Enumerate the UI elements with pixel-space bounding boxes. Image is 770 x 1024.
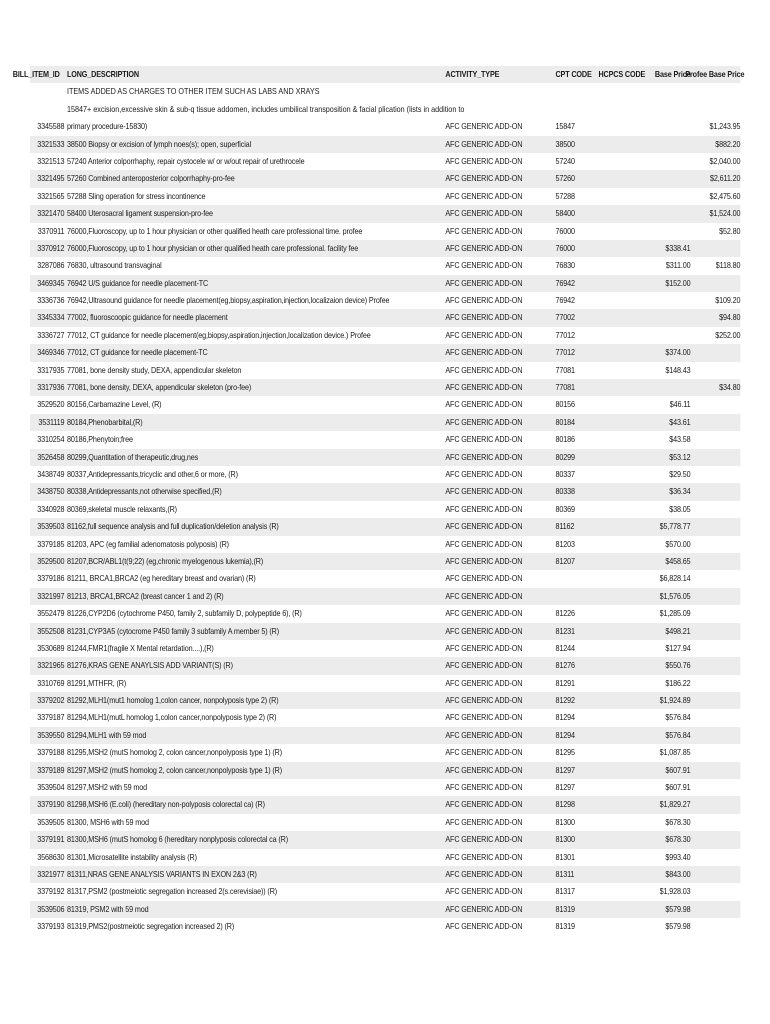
bill-item-id-cell: 3379186 (37, 573, 65, 584)
table-note: 15847+ excision,excessive skin & sub-q tissue addomen, includes umbilical transposition & facial plication (lists in addition to (66, 103, 465, 114)
base-price-cell: $678.30 (665, 834, 691, 845)
description-cell: 81311,NRAS GENE ANALYSIS VARIANTS IN EXON 2&3 (R) (66, 868, 257, 879)
activity-type-cell: AFC GENERIC ADD-ON (445, 660, 523, 671)
description-cell: 81298,MSH6 (E.coli) (hereditary non-polyposis colorectal ca) (R) (66, 799, 265, 810)
table-row (30, 605, 740, 622)
description-cell: 81300,MSH6 (mutS homolog 6 (hereditary nonplyposis colorectal ca (R) (66, 834, 288, 845)
table-row (30, 588, 740, 605)
table-row (30, 796, 740, 813)
activity-type-cell: AFC GENERIC ADD-ON (445, 260, 523, 271)
activity-type-cell: AFC GENERIC ADD-ON (445, 573, 523, 584)
cpt-code-cell: 77012 (555, 329, 575, 340)
description-cell: 81162,full sequence analysis and full duplication/deletion analysis (R) (66, 521, 279, 532)
activity-type-cell: AFC GENERIC ADD-ON (445, 399, 523, 410)
activity-type-cell: AFC GENERIC ADD-ON (445, 416, 523, 427)
cpt-code-cell: 76000 (555, 242, 575, 253)
table-note-row (30, 101, 740, 118)
bill-item-id-cell: 3552479 (37, 608, 65, 619)
cpt-code-cell: 76830 (555, 260, 575, 271)
activity-type-cell: AFC GENERIC ADD-ON (445, 590, 523, 601)
bill-item-id-cell: 3310254 (37, 434, 65, 445)
table-row (30, 918, 740, 935)
base-price-cell: $374.00 (665, 347, 691, 358)
cpt-code-cell: 81317 (555, 886, 575, 897)
base-price-cell: $1,924.89 (659, 695, 691, 706)
base-price-cell: $148.43 (665, 364, 691, 375)
bill-item-id-cell: 3539503 (37, 521, 65, 532)
description-cell: 76000,Fluoroscopy, up to 1 hour physician or other qualified heath care professional. facility fee (66, 242, 359, 253)
bill-item-id-cell: 3552508 (37, 625, 65, 636)
cpt-code-cell: 81319 (555, 921, 575, 932)
table-row (30, 136, 740, 153)
base-price-cell: $579.98 (665, 903, 691, 914)
table-row (30, 536, 740, 553)
profee-base-price-cell: $2,040.00 (709, 155, 741, 166)
cpt-code-cell: 81295 (555, 747, 575, 758)
table-row (30, 883, 740, 900)
table-row (30, 675, 740, 692)
description-cell: 81207,BCR/ABL1(t(9;22) (eg,chronic myelogenous lukemia),(R) (66, 555, 264, 566)
bill-item-id-cell: 3321495 (37, 173, 65, 184)
bill-item-id-cell: 3321965 (37, 660, 65, 671)
base-price-cell: $1,087.85 (659, 747, 691, 758)
description-cell: 81319,PMS2(postmeiotic segregation increased 2) (R) (66, 921, 235, 932)
table-row (30, 657, 740, 674)
cpt-code-cell: 15847 (555, 121, 575, 132)
base-price-cell: $1,285.09 (659, 608, 691, 619)
activity-type-cell: AFC GENERIC ADD-ON (445, 295, 523, 306)
activity-type-cell: AFC GENERIC ADD-ON (445, 538, 523, 549)
bill-item-id-cell: 3379191 (37, 834, 65, 845)
bill-item-id-cell: 3379188 (37, 747, 65, 758)
table-row (30, 779, 740, 796)
cpt-code-cell: 81203 (555, 538, 575, 549)
cpt-code-cell: 81297 (555, 782, 575, 793)
profee-base-price-cell: $252.00 (715, 329, 741, 340)
description-cell: 80184,Phenobarbital,(R) (66, 416, 143, 427)
table-row (30, 396, 740, 413)
activity-type-cell: AFC GENERIC ADD-ON (445, 277, 523, 288)
cpt-code-cell: 81297 (555, 764, 575, 775)
description-cell: 80337,Antidepressants,tricyclic and other,6 or more, (R) (66, 468, 238, 479)
activity-type-cell: AFC GENERIC ADD-ON (445, 486, 523, 497)
base-price-cell: $570.00 (665, 538, 691, 549)
bill-item-id-cell: 3321977 (37, 868, 65, 879)
table-row (30, 762, 740, 779)
cpt-code-cell: 81298 (555, 799, 575, 810)
table-row (30, 344, 740, 361)
table-row (30, 170, 740, 187)
activity-type-cell: AFC GENERIC ADD-ON (445, 868, 523, 879)
activity-type-cell: AFC GENERIC ADD-ON (445, 555, 523, 566)
base-price-cell: $607.91 (665, 782, 691, 793)
bill-item-id-cell: 3568630 (37, 851, 65, 862)
bill-item-id-cell: 3529520 (37, 399, 65, 410)
table-row (30, 466, 740, 483)
base-price-cell: $576.84 (665, 729, 691, 740)
cpt-code-cell: 76942 (555, 277, 575, 288)
cpt-code-cell: 81276 (555, 660, 575, 671)
profee-base-price-cell: $1,243.95 (709, 121, 741, 132)
bill-item-id-cell: 3345334 (37, 312, 65, 323)
activity-type-cell: AFC GENERIC ADD-ON (445, 799, 523, 810)
activity-type-cell: AFC GENERIC ADD-ON (445, 903, 523, 914)
table-row (30, 292, 740, 309)
description-cell: 76000,Fluoroscopy, up to 1 hour physician or other qualified heath care professional time. profee (66, 225, 363, 236)
table-row (30, 640, 740, 657)
activity-type-cell: AFC GENERIC ADD-ON (445, 121, 523, 132)
table-row (30, 518, 740, 535)
table-row (30, 553, 740, 570)
cpt-code-cell: 77002 (555, 312, 575, 323)
activity-type-cell: AFC GENERIC ADD-ON (445, 695, 523, 706)
description-cell: 81291,MTHFR, (R) (66, 677, 127, 688)
bill-item-id-cell: 3438750 (37, 486, 65, 497)
profee-base-price-cell: $2,611.20 (710, 173, 741, 184)
base-price-cell: $843.00 (665, 868, 691, 879)
cpt-code-cell: 81231 (555, 625, 575, 636)
header-long-description: LONG_DESCRIPTION (66, 69, 139, 79)
table-row (30, 240, 740, 257)
base-price-cell: $1,576.05 (659, 590, 691, 601)
base-price-cell: $1,829.27 (659, 799, 691, 810)
bill-item-id-cell: 3340928 (37, 503, 65, 514)
base-price-cell: $550.76 (665, 660, 691, 671)
bill-item-id-cell: 3379187 (37, 712, 65, 723)
bill-item-id-cell: 3529500 (37, 555, 65, 566)
header-activity-type: ACTIVITY_TYPE (445, 69, 500, 79)
cpt-code-cell: 57288 (555, 190, 575, 201)
description-cell: 81297,MSH2 with 59 mod (66, 782, 148, 793)
activity-type-cell: AFC GENERIC ADD-ON (445, 468, 523, 479)
table-row (30, 118, 740, 135)
description-cell: 77002, fluoroscoopic guidance for needle placement (66, 312, 228, 323)
profee-base-price-cell: $882.20 (715, 138, 741, 149)
table-row (30, 257, 740, 274)
cpt-code-cell: 81300 (555, 834, 575, 845)
bill-item-id-cell: 3379202 (37, 695, 65, 706)
table-note-row (30, 83, 740, 100)
activity-type-cell: AFC GENERIC ADD-ON (445, 608, 523, 619)
table-row (30, 814, 740, 831)
activity-type-cell: AFC GENERIC ADD-ON (445, 921, 523, 932)
description-cell: 57260 Combined anteroposterior colporrhaphy-pro-fee (66, 173, 235, 184)
description-cell: 81292,MLH1(mut1 homolog 1,colon cancer, nonpolyposis type 2) (R) (66, 695, 279, 706)
activity-type-cell: AFC GENERIC ADD-ON (445, 886, 523, 897)
bill-item-id-cell: 3345588 (37, 121, 65, 132)
bill-item-id-cell: 3469346 (37, 347, 65, 358)
table-row (30, 866, 740, 883)
table-row (30, 483, 740, 500)
cpt-code-cell: 80186 (555, 434, 575, 445)
cpt-code-cell: 77081 (555, 364, 575, 375)
cpt-code-cell: 80184 (555, 416, 575, 427)
description-cell: 81295,MSH2 (mutS homolog 2, colon cancer,nonpolyposis type 1) (R) (66, 747, 282, 758)
cpt-code-cell: 38500 (555, 138, 575, 149)
table-row (30, 379, 740, 396)
cpt-code-cell: 81162 (555, 521, 575, 532)
bill-item-id-cell: 3321565 (37, 190, 65, 201)
base-price-cell: $127.94 (665, 642, 691, 653)
bill-item-id-cell: 3539505 (37, 816, 65, 827)
base-price-cell: $152.00 (665, 277, 691, 288)
profee-base-price-cell: $118.80 (715, 260, 741, 271)
cpt-code-cell: 80338 (555, 486, 575, 497)
base-price-cell: $46.11 (669, 399, 691, 410)
base-price-cell: $607.91 (665, 764, 691, 775)
activity-type-cell: AFC GENERIC ADD-ON (445, 364, 523, 375)
activity-type-cell: AFC GENERIC ADD-ON (445, 138, 523, 149)
bill-item-id-cell: 3379185 (37, 538, 65, 549)
description-cell: 76942,Ultrasound guidance for needle placement(eg,biopsy,aspiration,injection,localizaion device) Profee (66, 295, 390, 306)
bill-item-id-cell: 3321513 (37, 155, 65, 166)
cpt-code-cell: 81300 (555, 816, 575, 827)
base-price-cell: $338.41 (665, 242, 691, 253)
table-row (30, 744, 740, 761)
description-cell: 57288 Sling operation for stress incontinence (66, 190, 206, 201)
activity-type-cell: AFC GENERIC ADD-ON (445, 225, 523, 236)
activity-type-cell: AFC GENERIC ADD-ON (445, 347, 523, 358)
table-row (30, 623, 740, 640)
activity-type-cell: AFC GENERIC ADD-ON (445, 155, 523, 166)
base-price-cell: $579.98 (665, 921, 691, 932)
cpt-code-cell: 81291 (555, 677, 575, 688)
base-price-cell: $43.58 (669, 434, 691, 445)
activity-type-cell: AFC GENERIC ADD-ON (445, 764, 523, 775)
activity-type-cell: AFC GENERIC ADD-ON (445, 816, 523, 827)
bill-item-id-cell: 3370912 (37, 242, 65, 253)
bill-item-id-cell: 3336736 (37, 295, 65, 306)
activity-type-cell: AFC GENERIC ADD-ON (445, 173, 523, 184)
description-cell: 80369,skeletal muscle relaxants,(R) (66, 503, 177, 514)
base-price-cell: $5,778.77 (659, 521, 691, 532)
description-cell: 81297,MSH2 (mutS homolog 2, colon cancer,nonpolyposis type 1) (R) (66, 764, 282, 775)
table-row (30, 831, 740, 848)
charge-table (12, 66, 745, 936)
cpt-code-cell: 81294 (555, 729, 575, 740)
activity-type-cell: AFC GENERIC ADD-ON (445, 782, 523, 793)
bill-item-id-cell: 3310769 (37, 677, 65, 688)
table-row (30, 153, 740, 170)
description-cell: 58400 Uterosacral ligament suspension-pro-fee (66, 208, 213, 219)
cpt-code-cell: 76942 (555, 295, 575, 306)
description-cell: 81301,Microsatellite instability analysis (R) (66, 851, 197, 862)
bill-item-id-cell: 3469345 (37, 277, 65, 288)
description-cell: 77012, CT guidance for needle placement-TC (66, 347, 208, 358)
bill-item-id-cell: 3539506 (37, 903, 65, 914)
description-cell: 81213, BRCA1,BRCA2 (breast cancer 1 and 2) (R) (66, 590, 224, 601)
profee-base-price-cell: $2,475.60 (709, 190, 741, 201)
header-base-price: Base Price (654, 69, 691, 79)
activity-type-cell: AFC GENERIC ADD-ON (445, 521, 523, 532)
table-row (30, 901, 740, 918)
description-cell: 57240 Anterior colporrhaphy, repair cystocele w/ or w/out repair of urethrocele (66, 155, 305, 166)
bill-item-id-cell: 3531119 (38, 416, 65, 427)
bill-item-id-cell: 3321533 (37, 138, 65, 149)
activity-type-cell: AFC GENERIC ADD-ON (445, 712, 523, 723)
description-cell: 80299,Quantitation of therapeutic,drug,nes (66, 451, 199, 462)
description-cell: 38500 Biopsy or excision of lymph noes(s); open, superficial (66, 138, 252, 149)
table-row (30, 414, 740, 431)
bill-item-id-cell: 3379190 (37, 799, 65, 810)
activity-type-cell: AFC GENERIC ADD-ON (445, 503, 523, 514)
activity-type-cell: AFC GENERIC ADD-ON (445, 329, 523, 340)
table-row (30, 327, 740, 344)
base-price-cell: $29.50 (669, 468, 691, 479)
activity-type-cell: AFC GENERIC ADD-ON (445, 451, 523, 462)
bill-item-id-cell: 3379192 (37, 886, 65, 897)
bill-item-id-cell: 3539504 (37, 782, 65, 793)
activity-type-cell: AFC GENERIC ADD-ON (445, 625, 523, 636)
cpt-code-cell: 81311 (555, 868, 575, 879)
cpt-code-cell: 81294 (555, 712, 575, 723)
description-cell: 81226,CYP2D6 (cytochrome P450, family 2, subfamily D, polypeptide 6), (R) (66, 608, 302, 619)
table-row (30, 727, 740, 744)
cpt-code-cell: 81244 (555, 642, 575, 653)
description-cell: 81231,CYP3A5 (cytocrome P450 family 3 subfamily A member 5) (R) (66, 625, 280, 636)
cpt-code-cell: 80299 (555, 451, 575, 462)
cpt-code-cell: 81319 (555, 903, 575, 914)
base-price-cell: $576.84 (665, 712, 691, 723)
cpt-code-cell: 77081 (555, 382, 575, 393)
cpt-code-cell: 81292 (555, 695, 575, 706)
base-price-cell: $38.05 (669, 503, 691, 514)
base-price-cell: $53.12 (669, 451, 691, 462)
header-bill-item-id: BILL_ITEM_ID (12, 69, 60, 79)
description-cell: 77081, bone density, DEXA, appendicular skeleton (pro-fee) (66, 382, 252, 393)
description-cell: 81276,KRAS GENE ANAYLSIS ADD VARIANT(S) (R) (66, 660, 233, 671)
description-cell: primary procedure-15830) (66, 121, 148, 132)
profee-base-price-cell: $34.80 (719, 382, 741, 393)
header-cpt-code: CPT CODE (555, 69, 592, 79)
cpt-code-cell: 77012 (555, 347, 575, 358)
cpt-code-cell: 57240 (555, 155, 575, 166)
table-row (30, 849, 740, 866)
description-cell: 80338,Antidepressants,not otherwise specified,(R) (66, 486, 222, 497)
table-row (30, 709, 740, 726)
base-price-cell: $186.22 (665, 677, 691, 688)
cpt-code-cell: 80369 (555, 503, 575, 514)
cpt-code-cell: 80337 (555, 468, 575, 479)
bill-item-id-cell: 3379193 (37, 921, 65, 932)
description-cell: 81294,MLH1 with 59 mod (66, 729, 147, 740)
activity-type-cell: AFC GENERIC ADD-ON (445, 312, 523, 323)
table-row (30, 188, 740, 205)
table-header-row (12, 66, 745, 83)
description-cell: 76942 U/S guidance for needle placement-TC (66, 277, 209, 288)
base-price-cell: $993.40 (665, 851, 691, 862)
table-row (30, 275, 740, 292)
bill-item-id-cell: 3321997 (37, 590, 65, 601)
activity-type-cell: AFC GENERIC ADD-ON (445, 190, 523, 201)
base-price-cell: $43.61 (669, 416, 691, 427)
description-cell: 81317,PSM2 (postmeiotic segregation increased 2(s.cerevisiae)) (R) (66, 886, 278, 897)
table-row (30, 692, 740, 709)
bill-item-id-cell: 3370911 (37, 225, 65, 236)
activity-type-cell: AFC GENERIC ADD-ON (445, 851, 523, 862)
table-row (30, 362, 740, 379)
table-body (30, 118, 740, 935)
cpt-code-cell: 81207 (555, 555, 575, 566)
activity-type-cell: AFC GENERIC ADD-ON (445, 729, 523, 740)
description-cell: 76830, ultrasound transvaginal (66, 260, 162, 271)
description-cell: 77081, bone density study, DEXA, appendicular skeleton (66, 364, 242, 375)
table-row (30, 570, 740, 587)
table-row (30, 449, 740, 466)
description-cell: 81294,MLH1(mutL homolog 1,colon cancer,nonpolyposis type 2) (R) (66, 712, 277, 723)
bill-item-id-cell: 3530689 (37, 642, 65, 653)
base-price-cell: $678.30 (665, 816, 691, 827)
table-row (30, 431, 740, 448)
cpt-code-cell: 58400 (555, 208, 575, 219)
description-cell: 81319, PSM2 with 59 mod (66, 903, 149, 914)
base-price-cell: $36.34 (669, 486, 691, 497)
bill-item-id-cell: 3526458 (37, 451, 65, 462)
table-row (30, 223, 740, 240)
activity-type-cell: AFC GENERIC ADD-ON (445, 382, 523, 393)
cpt-code-cell: 81301 (555, 851, 575, 862)
activity-type-cell: AFC GENERIC ADD-ON (445, 834, 523, 845)
description-cell: 80186,Phenytoin;free (66, 434, 133, 445)
table-row (30, 309, 740, 326)
bill-item-id-cell: 3317936 (37, 382, 65, 393)
description-cell: 80156,Carbamazine Level, (R) (66, 399, 162, 410)
bill-item-id-cell: 3321470 (37, 208, 65, 219)
description-cell: 81300, MSH6 with 59 mod (66, 816, 149, 827)
base-price-cell: $498.21 (665, 625, 691, 636)
cpt-code-cell: 80156 (555, 399, 575, 410)
activity-type-cell: AFC GENERIC ADD-ON (445, 747, 523, 758)
base-price-cell: $311.00 (665, 260, 691, 271)
cpt-code-cell: 57260 (555, 173, 575, 184)
bill-item-id-cell: 3539550 (37, 729, 65, 740)
description-cell: 81203, APC (eg familial adenomatosis polyposis) (R) (66, 538, 229, 549)
profee-base-price-cell: $52.80 (719, 225, 741, 236)
bill-item-id-cell: 3379189 (37, 764, 65, 775)
table-row (30, 205, 740, 222)
activity-type-cell: AFC GENERIC ADD-ON (445, 434, 523, 445)
base-price-cell: $1,928.03 (659, 886, 691, 897)
bill-item-id-cell: 3336727 (37, 329, 65, 340)
base-price-cell: $458.65 (665, 555, 691, 566)
table-row (30, 501, 740, 518)
table-note: ITEMS ADDED AS CHARGES TO OTHER ITEM SUCH AS LABS AND XRAYS (66, 86, 320, 97)
activity-type-cell: AFC GENERIC ADD-ON (445, 208, 523, 219)
header-profee-base-price: Profee Base Price (685, 69, 745, 79)
description-cell: 81211, BRCA1,BRCA2 (eg hereditary breast and ovarian) (R) (66, 573, 256, 584)
profee-base-price-cell: $94.80 (719, 312, 741, 323)
profee-base-price-cell: $1,524.00 (709, 208, 741, 219)
profee-base-price-cell: $109.20 (715, 295, 741, 306)
header-hcpcs-code: HCPCS CODE (598, 69, 646, 79)
activity-type-cell: AFC GENERIC ADD-ON (445, 642, 523, 653)
cpt-code-cell: 76000 (555, 225, 575, 236)
activity-type-cell: AFC GENERIC ADD-ON (445, 677, 523, 688)
bill-item-id-cell: 3438749 (37, 468, 65, 479)
cpt-code-cell: 81226 (555, 608, 575, 619)
description-cell: 77012, CT guidance for needle placement(eg,biopsy,aspiration,injection,localization device.) Profee (66, 329, 371, 340)
base-price-cell: $6,828.14 (659, 573, 691, 584)
bill-item-id-cell: 3287086 (37, 260, 65, 271)
description-cell: 81244,FMR1(fragile X Mental retardation....),(R) (66, 642, 214, 653)
activity-type-cell: AFC GENERIC ADD-ON (445, 242, 523, 253)
bill-item-id-cell: 3317935 (37, 364, 65, 375)
